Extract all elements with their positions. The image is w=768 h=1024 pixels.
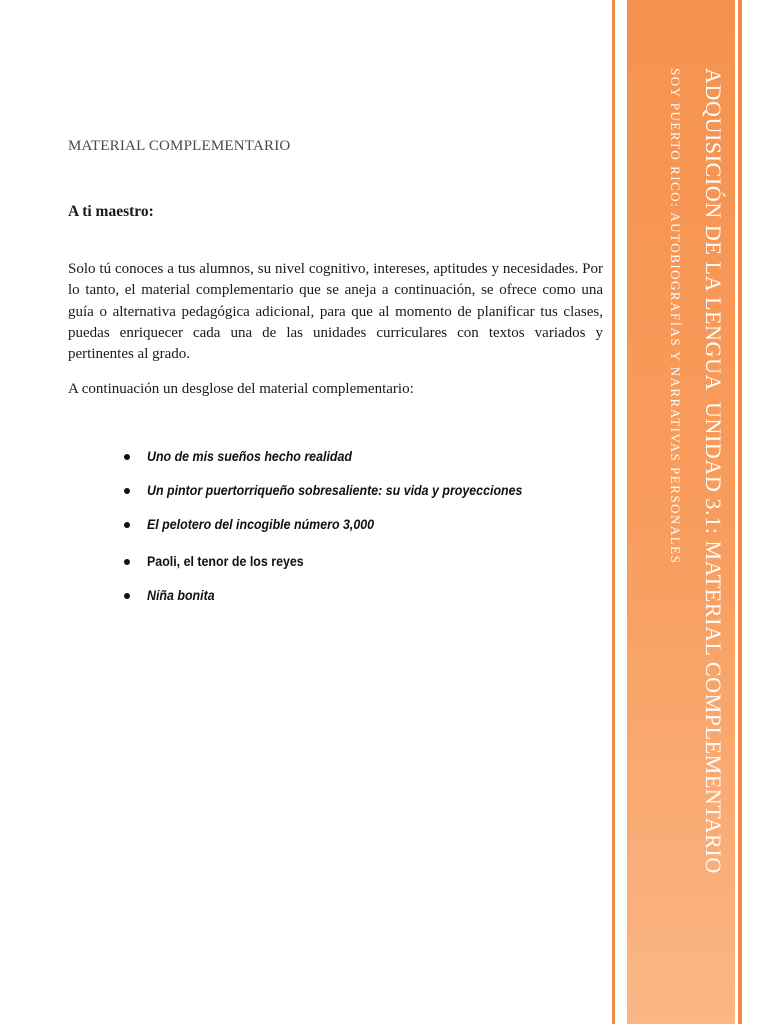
sidebar-divider-left [612,0,615,1024]
list-item [124,551,555,585]
list-item [124,514,555,551]
bullet-icon [124,488,130,494]
salutation: A ti maestro: [68,203,154,220]
sidebar-title: ADQUISICIÓN DE LA LENGUA UNIDAD 3.1: MATERIAL COMPLEMENTARIO [701,68,726,874]
document-heading: MATERIAL COMPLEMENTARIO [68,138,291,154]
list-item-label: Niña bonita [147,588,215,603]
list-item [124,480,555,514]
list-item-label: Uno de mis sueños hecho realidad [147,449,352,464]
bullet-icon [124,454,130,460]
bullet-icon [124,559,130,565]
bullet-icon [124,593,130,599]
body-paragraph: Solo tú conoces a tus alumnos, su nivel cognitivo, intereses, aptitudes y necesidades. Por lo tanto, el material complementario que se aneja a continuación, se ofrece como una guía o alternativa pedagógica adicional, para que al momento de planificar tus clases, puedas enriquecer cada una de las unidades curriculares con textos variados y pertinentes al grado. [68,261,603,363]
list-item-label: El pelotero del incogible número 3,000 [147,517,375,532]
list-item-label: Paoli, el tenor de los reyes [147,554,304,569]
list-item [124,585,555,619]
sidebar-subtitle: SOY PUERTO RICO: AUTOBIOGRAFÍAS Y NARRATIVAS PERSONALES [668,68,683,565]
list-item [124,446,555,480]
intro-paragraph: A continuación un desglose del material complementario: [68,381,414,397]
bullet-icon [124,522,130,528]
sidebar-divider-right [738,0,742,1024]
list-item-label: Un pintor puertorriqueño sobresaliente: su vida y proyecciones [147,483,523,498]
material-list [124,446,555,619]
